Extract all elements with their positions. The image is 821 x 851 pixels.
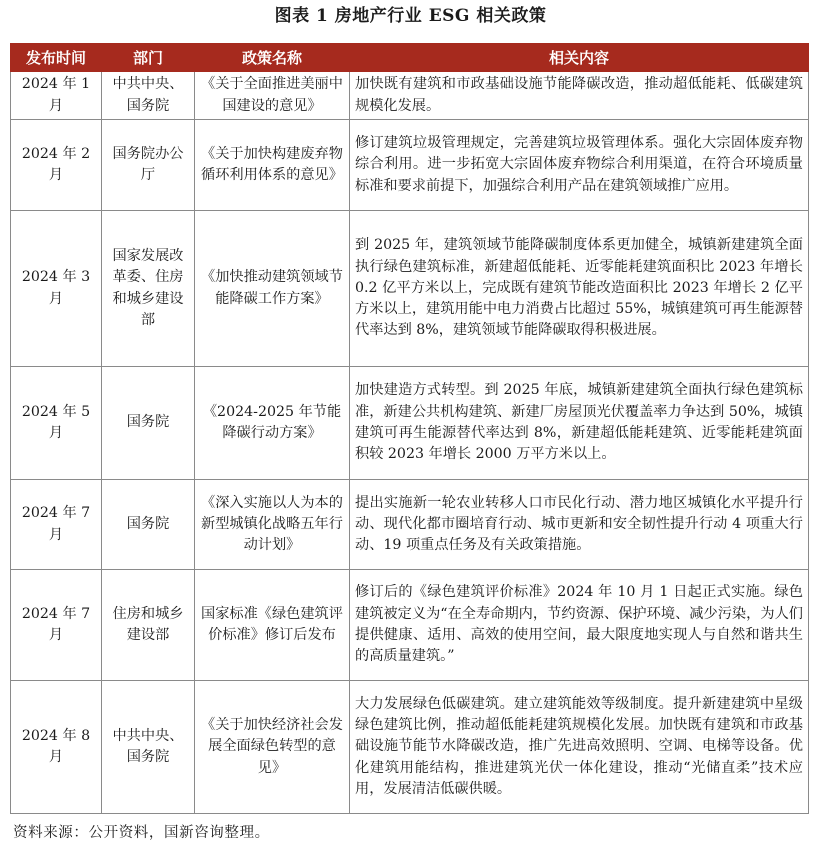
cell-dept: 中共中央、国务院 [102,72,195,120]
header-dept: 部门 [102,44,195,72]
table-row [11,120,809,211]
table-row [11,681,809,814]
cell-time: 2024 年 7 月 [11,480,102,570]
cell-time: 2024 年 5 月 [11,367,102,480]
table-header-row [11,44,809,72]
cell-content: 大力发展绿色低碳建筑。建立建筑能效等级制度。提升新建建筑中星级绿色建筑比例，推动超低能耗建筑规模化发展。加快既有建筑和市政基础设施节能节水降碳改造，推广先进高效照明、空调、电梯等设备。优化建筑用能结构，推进建筑光伏一体化建设，推动“光储直柔”技术应用，发展清洁低碳供暖。 [350,681,809,814]
cell-content: 加快建造方式转型。到 2025 年底，城镇新建建筑全面执行绿色建筑标准，新建公共机构建筑、新建厂房屋顶光伏覆盖率力争达到 50%，城镇建筑可再生能源替代率达到 8%，新建超低能耗建筑、近零能耗建筑面积较 2023 年增长 2000 万平方米以上。 [350,367,809,480]
cell-content: 加快既有建筑和市政基础设施节能降碳改造，推动超低能耗、低碳建筑规模化发展。 [350,72,809,120]
cell-time: 2024 年 3 月 [11,211,102,367]
cell-content: 修订建筑垃圾管理规定，完善建筑垃圾管理体系。强化大宗固体废弃物综合利用。进一步拓宽大宗固体废弃物综合利用渠道，在符合环境质量标准和要求前提下，加强综合利用产品在建筑领域推广应用。 [350,120,809,211]
cell-content: 修订后的《绿色建筑评价标准》2024 年 10 月 1 日起正式实施。绿色建筑被定义为“在全寿命期内，节约资源、保护环境、减少污染，为人们提供健康、适用、高效的使用空间，最大限度地实现人与自然和谐共生的高质量建筑。” [350,570,809,681]
header-content: 相关内容 [350,44,809,72]
cell-policy-name: 《2024-2025 年节能降碳行动方案》 [195,367,350,480]
table-row [11,211,809,367]
cell-policy-name: 《关于加快构建废弃物循环利用体系的意见》 [195,120,350,211]
cell-dept: 国家发展改革委、住房和城乡建设部 [102,211,195,367]
cell-policy-name: 国家标准《绿色建筑评价标准》修订后发布 [195,570,350,681]
table-row [11,72,809,120]
cell-policy-name: 《关于加快经济社会发展全面绿色转型的意见》 [195,681,350,814]
source-note: 资料来源：公开资料，国新咨询整理。 [13,825,270,841]
table-row [11,480,809,570]
header-name: 政策名称 [195,44,350,72]
cell-time: 2024 年 7 月 [11,570,102,681]
cell-time: 2024 年 1 月 [11,72,102,120]
cell-dept: 住房和城乡建设部 [102,570,195,681]
cell-dept: 国务院 [102,367,195,480]
cell-time: 2024 年 8 月 [11,681,102,814]
policy-table [10,43,809,814]
cell-content: 到 2025 年，建筑领域节能降碳制度体系更加健全，城镇新建建筑全面执行绿色建筑标准，新建超低能耗、近零能耗建筑面积比 2023 年增长 0.2 亿平方米以上，完成既有建筑节能改造面积比 2023 年增长 2 亿平方米以上，建筑用能中电力消费占比超过 55%，城镇建筑可再生能源替代率达到 8%，建筑领域节能降碳取得积极进展。 [350,211,809,367]
cell-dept: 中共中央、国务院 [102,681,195,814]
header-time: 发布时间 [11,44,102,72]
cell-content: 提出实施新一轮农业转移人口市民化行动、潜力地区城镇化水平提升行动、现代化都市圈培育行动、城市更新和安全韧性提升行动 4 项重大行动、19 项重点任务及有关政策措施。 [350,480,809,570]
cell-dept: 国务院 [102,480,195,570]
cell-policy-name: 《加快推动建筑领域节能降碳工作方案》 [195,211,350,367]
cell-policy-name: 《关于全面推进美丽中国建设的意见》 [195,72,350,120]
table-row [11,570,809,681]
cell-time: 2024 年 2 月 [11,120,102,211]
cell-dept: 国务院办公厅 [102,120,195,211]
figure-title: 图表 1 房地产行业 ESG 相关政策 [274,6,547,26]
table-row [11,367,809,480]
cell-policy-name: 《深入实施以人为本的新型城镇化战略五年行动计划》 [195,480,350,570]
